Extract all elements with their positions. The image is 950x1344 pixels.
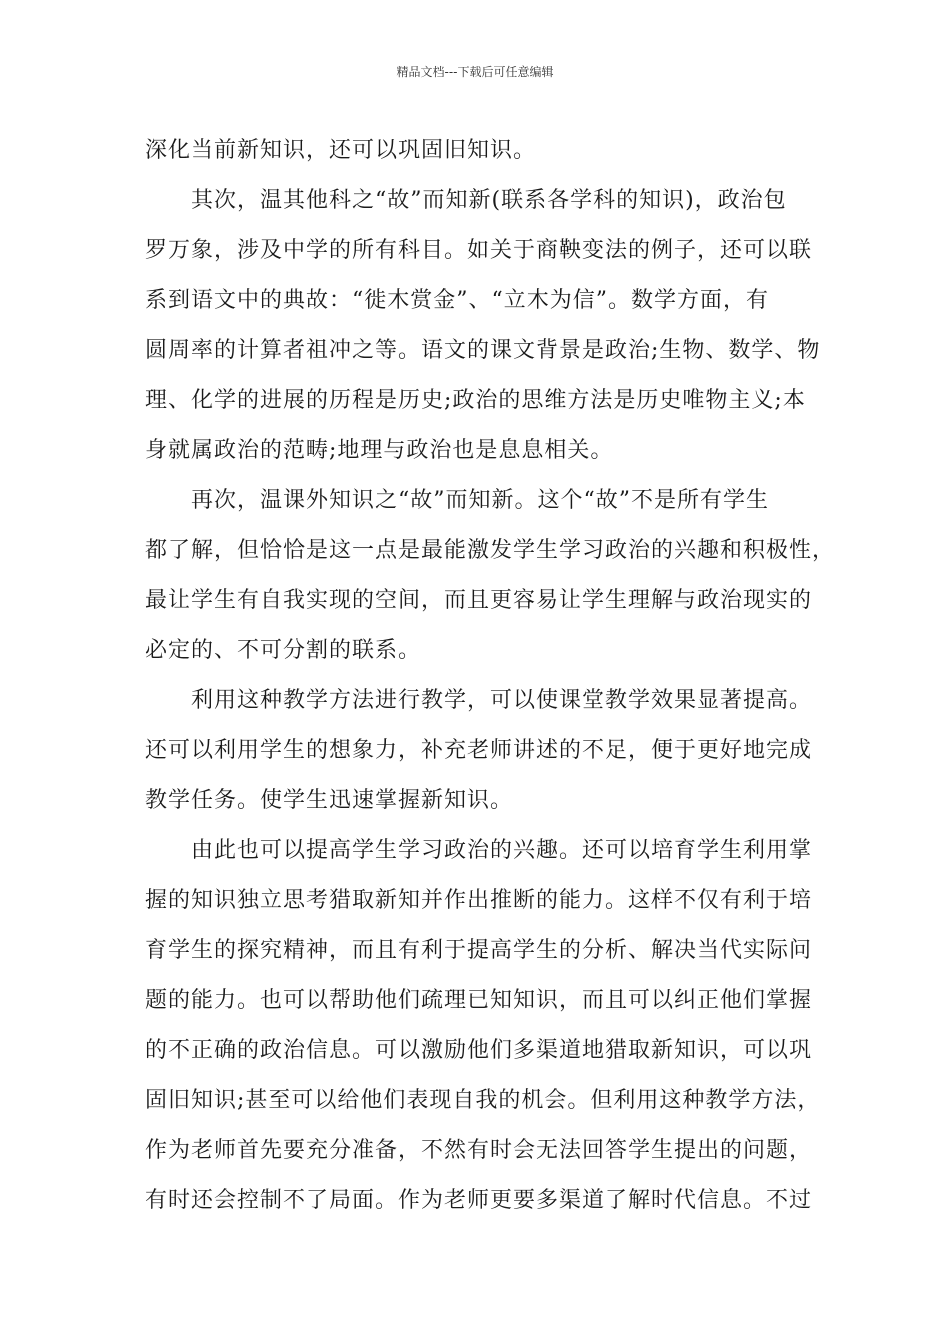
text-line: 系到语文中的典故：“徙木赏金”、“立木为信”。数学方面，有 (145, 288, 769, 313)
page-header: 精品文档---下载后可任意编辑 (396, 65, 554, 79)
text-line: 理、化学的进展的历程是历史;政治的思维方法是历史唯物主义;本 (145, 388, 806, 413)
text-line: 握的知识独立思考猎取新知并作出推断的能力。这样不仅有利于培 (145, 888, 813, 913)
text-line: 由此也可以提高学生学习政治的兴趣。还可以培育学生利用掌 (145, 838, 813, 863)
text-line: 都了解，但恰恰是这一点是最能激发学生学习政治的兴趣和积极性， (145, 538, 836, 563)
text-line: 的不正确的政治信息。可以激励他们多渠道地猎取新知识，可以巩 (145, 1038, 813, 1063)
text-line: 最让学生有自我实现的空间，而且更容易让学生理解与政治现实的 (145, 588, 813, 613)
text-line: 教学任务。使学生迅速掌握新知识。 (145, 788, 514, 813)
text-line: 必定的、不可分割的联系。 (145, 638, 422, 663)
text-line: 育学生的探究精神，而且有利于提高学生的分析、解决当代实际问 (145, 938, 813, 963)
text-line: 有时还会控制不了局面。作为老师更要多渠道了解时代信息。不过 (145, 1188, 813, 1213)
text-line: 身就属政治的范畴;地理与政治也是息息相关。 (145, 438, 614, 463)
text-line: 题的能力。也可以帮助他们疏理已知知识，而且可以纠正他们掌握 (145, 988, 813, 1013)
text-line: 作为老师首先要充分准备，不然有时会无法回答学生提出的问题， (145, 1138, 813, 1163)
text-line: 固旧知识;甚至可以给他们表现自我的机会。但利用这种教学方法， (145, 1088, 821, 1113)
text-line: 还可以利用学生的想象力，补充老师讲述的不足，便于更好地完成 (145, 738, 813, 763)
text-line: 利用这种教学方法进行教学，可以使课堂教学效果显著提高。 (145, 688, 813, 713)
text-line: 深化当前新知识，还可以巩固旧知识。 (145, 138, 537, 163)
text-line: 圆周率的计算者祖冲之等。语文的课文背景是政治;生物、数学、物 (145, 338, 821, 363)
text-line: 再次，温课外知识之“故”而知新。这个“故”不是所有学生 (145, 488, 769, 513)
text-line: 罗万象，涉及中学的所有科目。如关于商鞅变法的例子，还可以联 (145, 238, 813, 263)
text-line: 其次，温其他科之“故”而知新(联系各学科的知识)，政治包 (145, 188, 787, 213)
